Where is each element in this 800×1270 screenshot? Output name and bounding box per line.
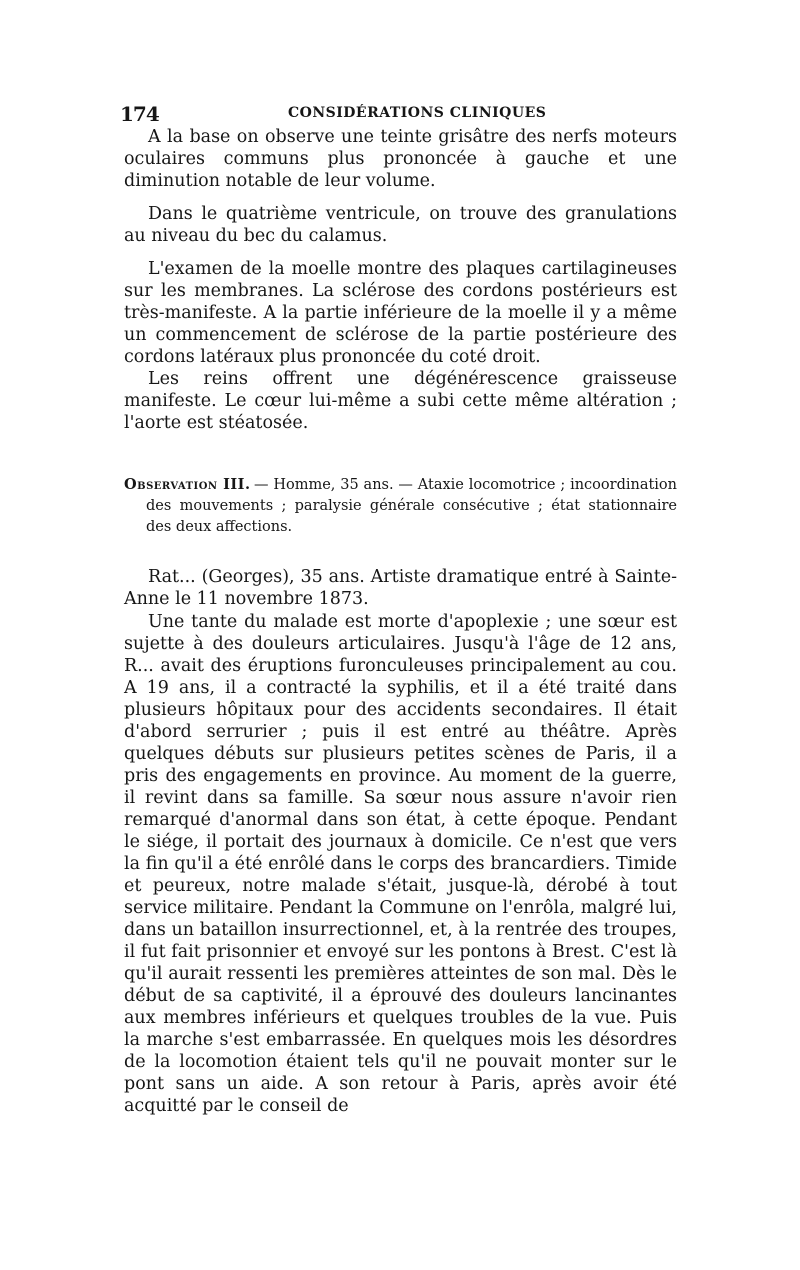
- page-number: 174: [120, 102, 159, 126]
- running-head: CONSIDÉRATIONS CLINIQUES: [288, 105, 547, 121]
- observation-summary: — Homme, 35 ans. — Ataxie locomotrice ; incoordination des mouvements ; paralysie générale consécutive ; état stationnaire des deux affections.: [146, 477, 677, 535]
- paragraph-fourth-ventricle: Dans le quatrième ventricule, on trouve des granulations au niveau du bec du calamus.: [124, 204, 677, 246]
- observation-label: Observation III.: [124, 476, 251, 493]
- paragraph-base-nerves: A la base on observe une teinte grisâtre des nerfs moteurs oculaires communs plus prononcée à gauche et une diminution notable de leur volume.: [124, 127, 677, 191]
- paragraph-patient-intro: Rat... (Georges), 35 ans. Artiste dramatique entré à Sainte-Anne le 11 novembre 1873.: [124, 567, 677, 609]
- paragraph-patient-history: Une tante du malade est morte d'apoplexie ; une sœur est sujette à des douleurs articulaires. Jusqu'à l'âge de 12 ans, R... avait des éruptions furonculeuses principalement au cou. A 19 ans, il a contracté la syphilis, et il a été traité dans plusieurs hôpitaux pour des accidents secondaires. Il était d'abord serrurier ; puis il est entré au théâtre. Après quelques débuts sur plusieurs petites scènes de Paris, il a pris des engagements en province. Au moment de la guerre, il revint dans sa famille. Sa sœur nous assure n'avoir rien remarqué d'anormal dans son état, à cette époque. Pendant le siége, il portait des journaux à domicile. Ce n'est que vers la fin qu'il a été enrôlé dans le corps des brancardiers. Timide et peureux, notre malade s'était, jusque-là, dérobé à tout service militaire. Pendant la Commune on l'enrôla, malgré lui, dans un bataillon insurrectionnel, et, à la rentrée des troupes, il fut fait prisonnier et envoyé sur les pontons à Brest. C'est là qu'il aurait ressenti les premières atteintes de son mal. Dès le début de sa captivité, il a éprouvé des douleurs lancinantes aux membres inférieurs et quelques troubles de la vue. Puis la marche s'est embarrassée. En quelques mois les désordres de la locomotion étaient tels qu'il ne pouvait monter sur le pont sans un aide. A son retour à Paris, après avoir été acquitté par le conseil de: [124, 612, 677, 1116]
- page-header: [120, 102, 680, 126]
- paragraph-spinal-cord: L'examen de la moelle montre des plaques cartilagineuses sur les membranes. La sclérose des cordons postérieurs est très-manifeste. A la partie inférieure de la moelle il y a même un commencement de sclérose de la partie postérieure des cordons latéraux plus prononcée du coté droit.: [124, 259, 677, 367]
- paragraph-kidneys-heart: Les reins offrent une dégénérescence graisseuse manifeste. Le cœur lui-même a subi cette même altération ; l'aorte est stéatosée.: [124, 369, 677, 433]
- observation-heading: [124, 474, 677, 538]
